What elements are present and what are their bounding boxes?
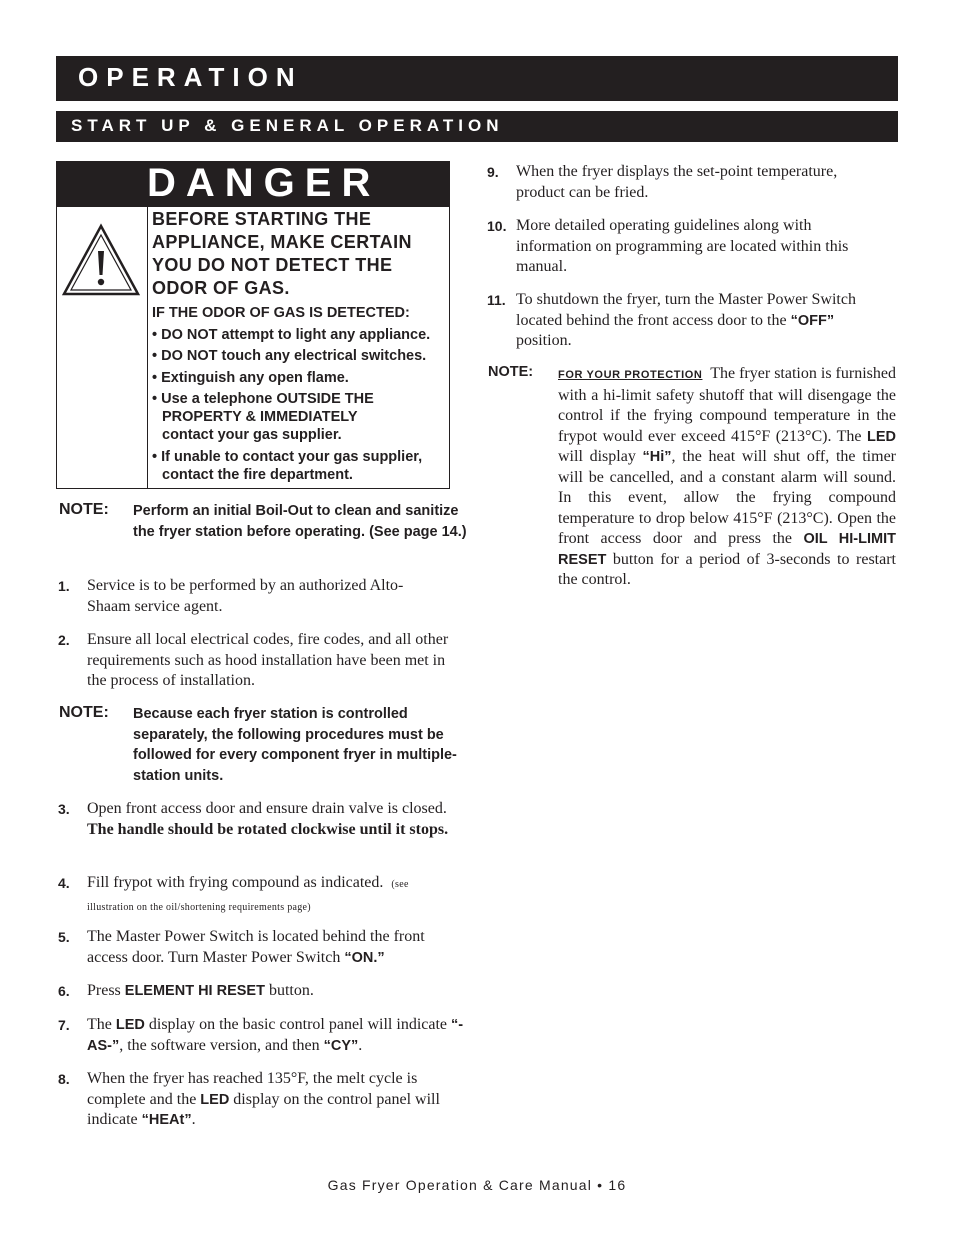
warning-icon [61,223,141,297]
step-text-block [87,799,473,840]
step-text: Service is to be performed by an authorized Alto-Shaam service agent. [87,577,404,615]
display-code: “-AS-” [87,1017,464,1054]
step-text: When the fryer has reached 135°F, the melt cycle is complete and the [87,1070,418,1108]
note-label: NOTE: [59,501,109,518]
step-text: Press [87,982,121,999]
step-text-block [87,873,447,918]
step-text: Open front access door and ensure drain valve is closed. [87,800,447,817]
display-code: “HEAt” [141,1112,192,1128]
step-number: 8. [58,1071,70,1087]
step-number: 7. [58,1017,70,1033]
step-text: More detailed operating guidelines along with information on programming are located within this manual. [516,217,849,275]
protection-text-part: The fryer station is furnished with a hi-limit safety shutoff that will disengage the control if the frying compound temperature in the frypot would ever exceed 415°F (213°C). The [558,365,896,445]
subsection-header [56,111,898,142]
led-label: LED [200,1091,230,1108]
step-text: Ensure all local electrical codes, fire codes, and all other requirements such as hood installation have been met in the process of installation. [87,631,449,689]
note-label: NOTE: [488,364,534,380]
protection-lead: FOR YOUR PROTECTION [558,369,703,381]
step-text-block [87,1069,449,1131]
step-text: , the software version, and then [119,1036,320,1054]
step-text: position. [516,332,572,349]
danger-item: • Extinguish any open flame. [152,369,349,386]
step-emphasis: ELEMENT HI RESET [124,983,265,999]
step-text: display on the basic control panel will indicate [148,1016,448,1033]
danger-header [57,162,449,207]
step-number: 2. [58,632,70,648]
warning-column [57,207,148,488]
danger-item: • If unable to contact your gas supplier, contact the fire department. [152,448,423,483]
note-protection [488,364,898,594]
note-boil-out [59,501,469,571]
step-text: When the fryer displays the set-point temperature, product can be fried. [516,163,838,201]
reset-button-label: OIL HI-LIMIT RESET [558,531,896,568]
step-number: 6. [58,983,70,999]
danger-item: • DO NOT touch any electrical switches. [152,348,427,364]
step-number: 1. [58,578,70,594]
protection-text-part: button for a period of 3-seconds to restart the control. [558,550,897,588]
protection-text [558,364,896,591]
step-text-block [516,290,892,352]
note-multi-station [59,704,469,789]
step-text: display on the control panel will indicate [87,1090,440,1128]
step-emphasis: “OFF” [790,312,835,329]
step-text: The [87,1016,112,1033]
step-number: 3. [58,801,70,817]
danger-item: • DO NOT attempt to light any appliance. [152,326,431,343]
danger-subhead: IF THE ODOR OF GAS IS DETECTED: [152,305,410,321]
subsection-title: START UP & GENERAL OPERATION [71,116,504,135]
step-text: button. [268,982,314,999]
protection-text-part: , the heat will shut off, the timer will be cancelled, and a constant alarm will sound. In this event, allow the frying compound temperature to drop below 415°F (213°C). Open the front access door and press the [558,448,897,547]
step-emphasis: “ON.” [344,949,385,966]
step-text: Fill frypot with frying compound as indicated. [87,874,384,891]
step-text: The Master Power Switch is located behind the front access door. Turn Master Power Switch [87,928,425,966]
led-label: LED [867,428,896,445]
step-number: 4. [58,875,70,891]
step-number: 9. [487,164,499,180]
step-emphasis: The handle should be rotated clockwise until it stops. [87,820,449,838]
step-text: To shutdown the fryer, turn the Master Power Switch located behind the front access door to the [516,291,856,329]
danger-box [56,161,450,489]
led-label: LED [115,1017,145,1033]
step-reference: (see illustration on the oil/shortening requirements page) [87,879,409,913]
danger-item: • Use a telephone OUTSIDE THE PROPERTY & IMMEDIATELY contact your gas supplier. [152,391,374,443]
note-text: Perform an initial Boil-Out to clean and sanitize the fryer station before operating. (See page 14.) [133,503,467,540]
section-title: OPERATION [78,62,303,92]
step-text: . [358,1036,363,1054]
step-number: 5. [58,929,70,945]
step-text-block [87,927,459,968]
step-text-block [87,981,467,1002]
danger-title: DANGER [147,161,381,205]
danger-headline: BEFORE STARTING THE APPLIANCE, MAKE CERTAIN YOU DO NOT DETECT THE ODOR OF GAS. [152,209,412,298]
protection-text-part: will display [558,448,636,465]
section-header [56,56,898,101]
note-text: Because each fryer station is controlled separately, the following procedures must be followed for every component fryer in multiple-station units. [133,706,457,784]
step-number: 11. [487,292,506,308]
danger-content [152,208,448,484]
display-code: “Hi” [642,449,672,465]
step-text-block [87,1015,467,1056]
step-text: . [191,1111,196,1128]
display-code: “CY” [323,1037,359,1054]
note-label: NOTE: [59,704,109,721]
page-footer: Gas Fryer Operation & Care Manual • 16 [327,1177,627,1193]
step-number: 10. [487,218,507,234]
